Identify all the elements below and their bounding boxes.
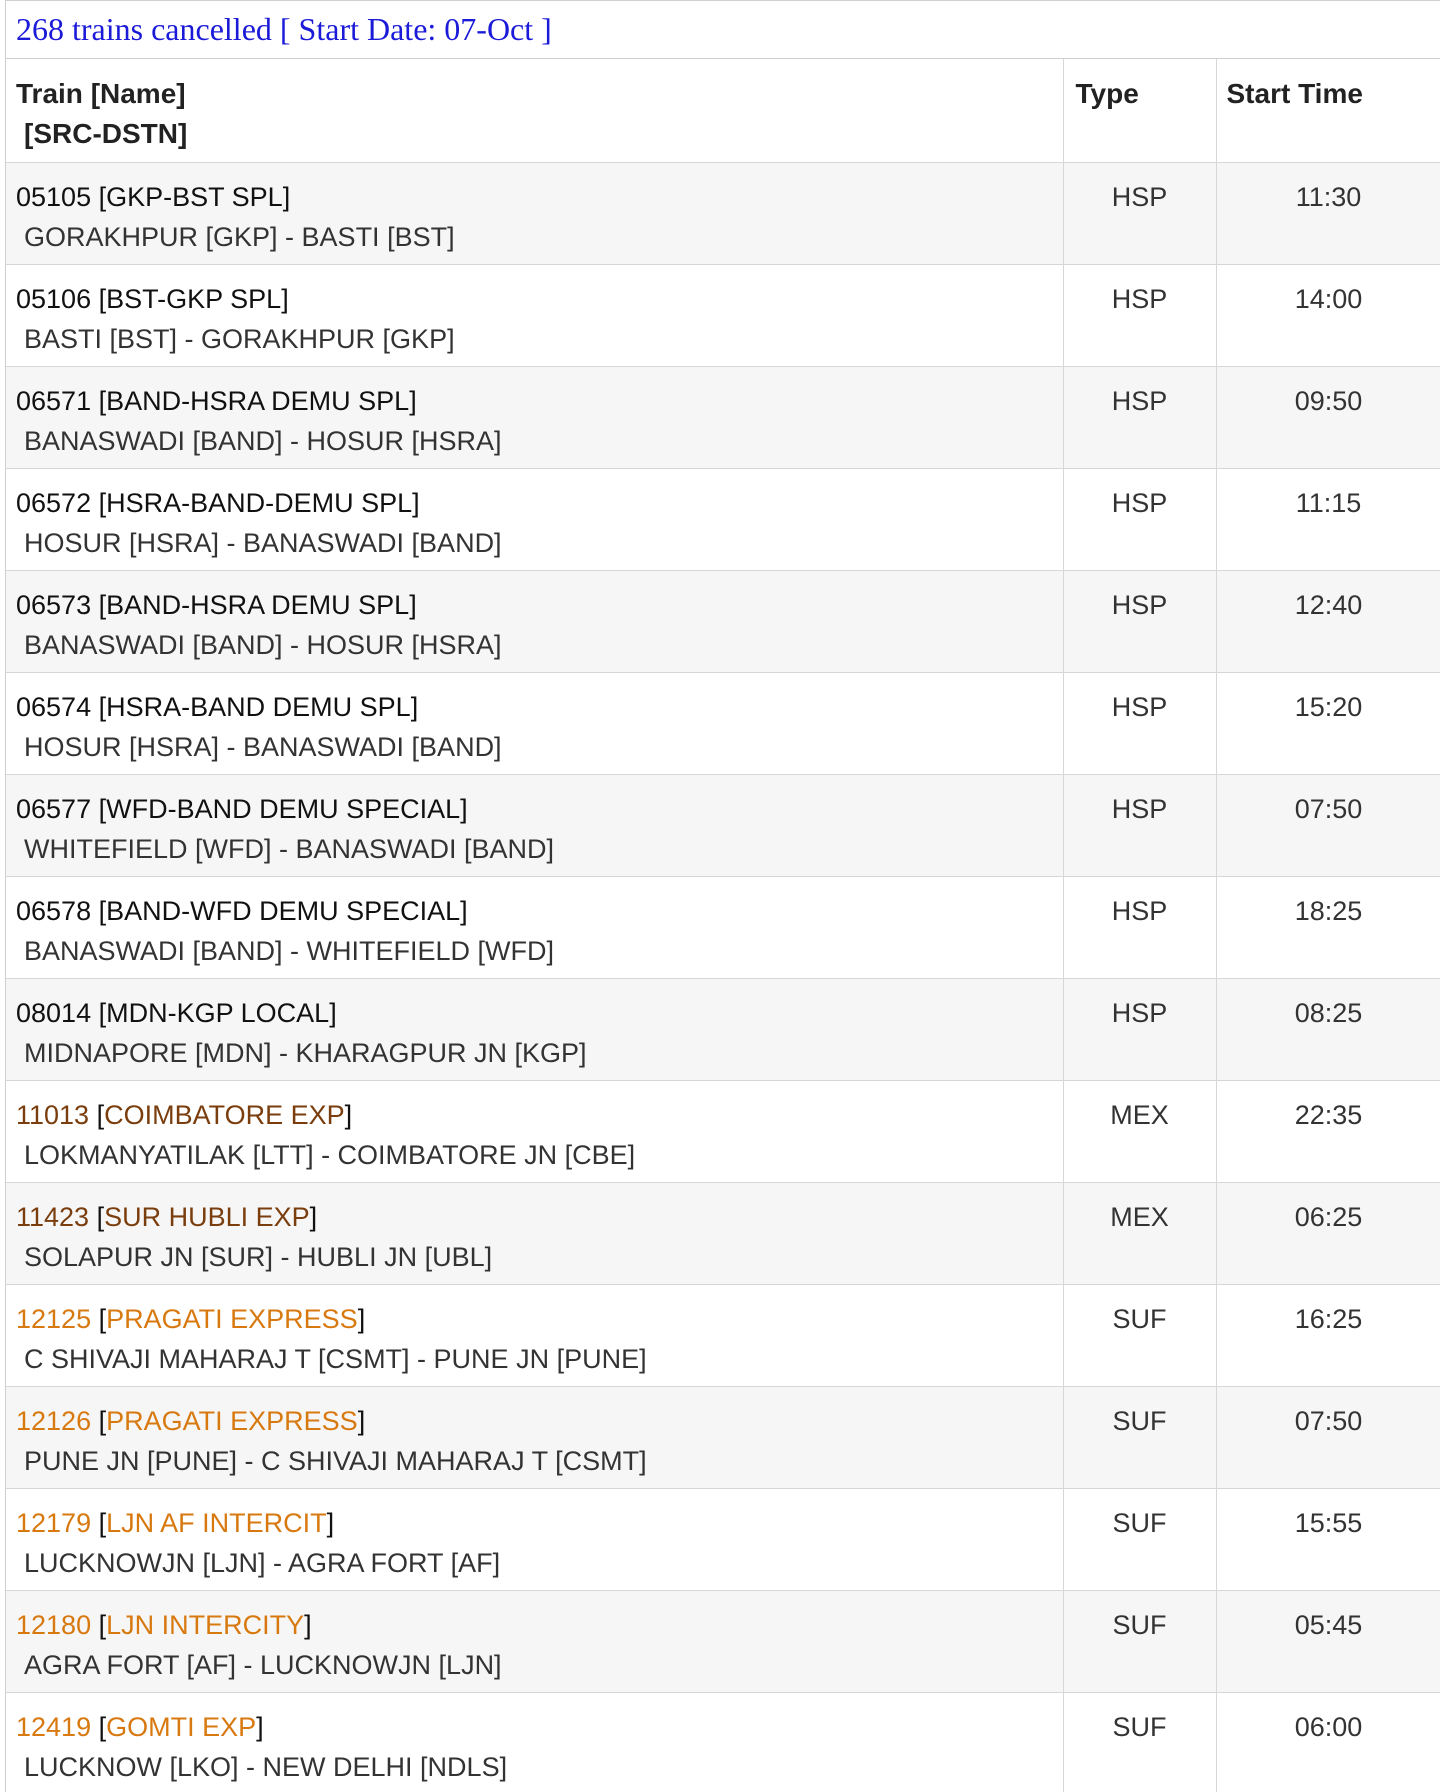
table-row[interactable] — [6, 162, 1440, 264]
train-start-time: 11:30 — [1295, 181, 1362, 212]
train-title — [16, 1197, 1063, 1237]
bracket-open: [ — [98, 283, 107, 314]
type-cell — [1063, 570, 1216, 672]
train-type: SUF — [1112, 1507, 1167, 1538]
column-header-start-time[interactable] — [1216, 59, 1440, 162]
train-cell — [6, 570, 1063, 672]
train-cell — [6, 672, 1063, 774]
train-cell — [6, 366, 1063, 468]
train-title — [16, 1095, 1063, 1135]
train-cell — [6, 468, 1063, 570]
bracket-close: ] — [329, 997, 337, 1028]
train-name-link[interactable]: GKP-BST SPL — [106, 181, 283, 212]
train-cell — [6, 1284, 1063, 1386]
start-time-cell — [1216, 570, 1440, 672]
start-time-cell — [1216, 1692, 1440, 1792]
bracket-open: [ — [98, 487, 107, 518]
train-start-time: 22:35 — [1294, 1099, 1363, 1130]
train-type: HSP — [1111, 385, 1168, 416]
train-route: MIDNAPORE [MDN] - KHARAGPUR JN [KGP] — [24, 1037, 587, 1068]
train-title — [16, 483, 1063, 523]
bracket-close: ] — [326, 1507, 335, 1538]
train-cell — [6, 1182, 1063, 1284]
train-title — [16, 381, 1063, 421]
table-row[interactable] — [6, 1590, 1440, 1692]
bracket-close: ] — [344, 1099, 353, 1130]
train-title — [16, 177, 1063, 217]
table-row[interactable] — [6, 876, 1440, 978]
train-name-link[interactable]: BAND-HSRA DEMU SPL — [106, 589, 410, 620]
train-start-time: 11:15 — [1295, 487, 1362, 518]
train-route: BASTI [BST] - GORAKHPUR [GKP] — [24, 323, 455, 354]
bracket-close: ] — [412, 487, 420, 518]
train-type: MEX — [1110, 1099, 1169, 1130]
train-type: SUF — [1112, 1609, 1167, 1640]
train-start-time: 18:25 — [1294, 895, 1363, 926]
train-number-link[interactable]: 06574 — [16, 691, 92, 722]
train-route: HOSUR [HSRA] - BANASWADI [BAND] — [24, 731, 502, 762]
table-row[interactable] — [6, 264, 1440, 366]
train-cell — [6, 264, 1063, 366]
column-header-src-dstn-label: [SRC-DSTN] — [24, 118, 188, 149]
train-type: HSP — [1111, 487, 1168, 518]
train-name-link[interactable]: SUR HUBLI EXP — [104, 1201, 310, 1232]
train-start-time: 12:40 — [1294, 589, 1363, 620]
train-title — [16, 687, 1063, 727]
start-time-cell — [1216, 1182, 1440, 1284]
cancelled-trains-panel — [5, 0, 1440, 1792]
bracket-close: ] — [357, 1303, 366, 1334]
column-header-type[interactable] — [1063, 59, 1216, 162]
train-type: HSP — [1111, 181, 1168, 212]
train-number-link[interactable]: 06578 — [16, 895, 92, 926]
train-route: BANASWADI [BAND] - HOSUR [HSRA] — [24, 425, 502, 456]
train-name-link[interactable]: COIMBATORE EXP — [104, 1099, 345, 1130]
train-type: HSP — [1111, 589, 1168, 620]
type-cell — [1063, 978, 1216, 1080]
type-cell — [1063, 1182, 1216, 1284]
type-cell — [1063, 162, 1216, 264]
train-number-link[interactable]: 05106 — [16, 283, 92, 314]
start-time-cell — [1216, 1284, 1440, 1386]
type-cell — [1063, 672, 1216, 774]
start-time-cell — [1216, 366, 1440, 468]
table-row[interactable] — [6, 1182, 1440, 1284]
train-number-link[interactable]: 11013 — [16, 1099, 90, 1130]
train-number-link[interactable]: 06577 — [16, 793, 92, 824]
type-cell — [1063, 876, 1216, 978]
train-route: LUCKNOWJN [LJN] - AGRA FORT [AF] — [24, 1547, 501, 1578]
bracket-open: [ — [98, 1303, 107, 1334]
table-row[interactable] — [6, 672, 1440, 774]
train-cell — [6, 774, 1063, 876]
bracket-close: ] — [409, 589, 417, 620]
train-cell — [6, 1590, 1063, 1692]
train-number-link[interactable]: 12180 — [16, 1609, 92, 1640]
bracket-open: [ — [98, 895, 107, 926]
start-time-cell — [1216, 468, 1440, 570]
train-name-link[interactable]: LJN AF INTERCIT — [106, 1507, 327, 1538]
train-start-time: 05:45 — [1294, 1609, 1363, 1640]
table-row[interactable] — [6, 1386, 1440, 1488]
train-number-link[interactable]: 06573 — [16, 589, 92, 620]
bracket-open: [ — [98, 793, 107, 824]
bracket-open: [ — [98, 1711, 107, 1742]
train-start-time: 14:00 — [1294, 283, 1363, 314]
type-cell — [1063, 468, 1216, 570]
train-cell — [6, 1080, 1063, 1182]
train-start-time: 07:50 — [1294, 793, 1363, 824]
train-route: WHITEFIELD [WFD] - BANASWADI [BAND] — [24, 833, 555, 864]
train-title — [16, 279, 1063, 319]
train-name-link[interactable]: BST-GKP SPL — [106, 283, 282, 314]
train-number-link[interactable]: 06572 — [16, 487, 92, 518]
train-number-link[interactable]: 05105 — [16, 181, 92, 212]
train-route: BANASWADI [BAND] - HOSUR [HSRA] — [24, 629, 502, 660]
start-time-cell — [1216, 978, 1440, 1080]
bracket-open: [ — [98, 1609, 107, 1640]
train-name-link[interactable]: GOMTI EXP — [106, 1711, 257, 1742]
table-row[interactable] — [6, 978, 1440, 1080]
train-cell — [6, 1386, 1063, 1488]
bracket-open: [ — [96, 1201, 105, 1232]
train-type: SUF — [1112, 1711, 1167, 1742]
column-header-train[interactable] — [6, 59, 1063, 162]
train-number-link[interactable]: 12125 — [16, 1303, 92, 1334]
start-time-cell — [1216, 1386, 1440, 1488]
train-number-link[interactable]: 12419 — [16, 1711, 92, 1742]
table-row[interactable] — [6, 1284, 1440, 1386]
bracket-open: [ — [98, 691, 107, 722]
train-type: HSP — [1111, 691, 1168, 722]
type-cell — [1063, 1590, 1216, 1692]
train-route: GORAKHPUR [GKP] - BASTI [BST] — [24, 221, 455, 252]
train-start-time: 15:55 — [1294, 1507, 1363, 1538]
bracket-open: [ — [96, 1099, 105, 1130]
train-start-time: 07:50 — [1294, 1405, 1363, 1436]
train-title — [16, 585, 1063, 625]
bracket-close: ] — [409, 385, 417, 416]
table-row[interactable] — [6, 468, 1440, 570]
bracket-close: ] — [304, 1609, 312, 1640]
train-cell — [6, 162, 1063, 264]
train-title — [16, 1707, 1063, 1747]
train-route: HOSUR [HSRA] - BANASWADI [BAND] — [24, 527, 502, 558]
bracket-close: ] — [256, 1711, 264, 1742]
train-name-link[interactable]: BAND-HSRA DEMU SPL — [106, 385, 410, 416]
train-type: HSP — [1111, 997, 1168, 1028]
table-row[interactable] — [6, 774, 1440, 876]
table-row[interactable] — [6, 570, 1440, 672]
page-title: 268 trains cancelled [ Start Date: 07-Oct ] — [6, 0, 1440, 59]
train-title — [16, 993, 1063, 1033]
column-header-start-time-label: Start Time — [1226, 78, 1363, 109]
bracket-open: [ — [98, 1405, 107, 1436]
train-title — [16, 789, 1063, 829]
train-name-link[interactable]: PRAGATI EXPRESS — [106, 1405, 358, 1436]
train-name-link[interactable]: HSRA-BAND-DEMU SPL — [106, 487, 413, 518]
column-header-type-label: Type — [1075, 78, 1139, 109]
bracket-close: ] — [282, 181, 291, 212]
bracket-open: [ — [98, 181, 107, 212]
train-number-link[interactable]: 11423 — [16, 1201, 90, 1232]
type-cell — [1063, 1284, 1216, 1386]
bracket-close: ] — [309, 1201, 318, 1232]
start-time-cell — [1216, 876, 1440, 978]
bracket-close: ] — [460, 895, 468, 926]
train-number-link[interactable]: 12126 — [16, 1405, 92, 1436]
start-time-cell — [1216, 774, 1440, 876]
table-row[interactable] — [6, 1080, 1440, 1182]
train-name-link[interactable]: BAND-WFD DEMU SPECIAL — [106, 895, 461, 926]
start-time-cell — [1216, 162, 1440, 264]
start-time-cell — [1216, 672, 1440, 774]
start-time-cell — [1216, 1590, 1440, 1692]
train-route: LUCKNOW [LKO] - NEW DELHI [NDLS] — [24, 1751, 508, 1782]
type-cell — [1063, 366, 1216, 468]
train-type: HSP — [1111, 283, 1168, 314]
bracket-close: ] — [410, 691, 419, 722]
table-row[interactable] — [6, 1488, 1440, 1590]
train-name-link[interactable]: WFD-BAND DEMU SPECIAL — [106, 793, 461, 824]
type-cell — [1063, 1692, 1216, 1792]
bracket-close: ] — [460, 793, 468, 824]
train-name-link[interactable]: MDN-KGP LOCAL — [106, 997, 330, 1028]
train-type: HSP — [1111, 793, 1168, 824]
train-name-link[interactable]: PRAGATI EXPRESS — [106, 1303, 358, 1334]
train-start-time: 16:25 — [1294, 1303, 1363, 1334]
start-time-cell — [1216, 264, 1440, 366]
train-start-time: 06:00 — [1294, 1711, 1363, 1742]
start-time-cell — [1216, 1488, 1440, 1590]
type-cell — [1063, 1386, 1216, 1488]
train-type: SUF — [1112, 1405, 1167, 1436]
train-cell — [6, 1692, 1063, 1792]
train-title — [16, 1401, 1063, 1441]
table-header-row — [6, 59, 1440, 162]
train-route: PUNE JN [PUNE] - C SHIVAJI MAHARAJ T [CSMT] — [24, 1445, 647, 1476]
train-start-time: 06:25 — [1294, 1201, 1363, 1232]
bracket-open: [ — [98, 1507, 107, 1538]
bracket-close: ] — [281, 283, 289, 314]
type-cell — [1063, 1080, 1216, 1182]
start-time-cell — [1216, 1080, 1440, 1182]
train-name-link[interactable]: HSRA-BAND DEMU SPL — [106, 691, 411, 722]
train-title — [16, 1503, 1063, 1543]
train-title — [16, 1299, 1063, 1339]
train-route: AGRA FORT [AF] - LUCKNOWJN [LJN] — [24, 1649, 502, 1680]
type-cell — [1063, 1488, 1216, 1590]
train-title — [16, 891, 1063, 931]
train-number-link[interactable]: 08014 — [16, 997, 92, 1028]
train-type: MEX — [1110, 1201, 1169, 1232]
train-start-time: 09:50 — [1294, 385, 1363, 416]
train-cell — [6, 1488, 1063, 1590]
train-number-link[interactable]: 06571 — [16, 385, 92, 416]
train-type: SUF — [1112, 1303, 1167, 1334]
train-name-link[interactable]: LJN INTERCITY — [106, 1609, 305, 1640]
train-start-time: 15:20 — [1294, 691, 1363, 722]
train-cell — [6, 978, 1063, 1080]
train-start-time: 08:25 — [1294, 997, 1363, 1028]
table-row[interactable] — [6, 1692, 1440, 1792]
bracket-open: [ — [98, 589, 107, 620]
train-route: SOLAPUR JN [SUR] - HUBLI JN [UBL] — [24, 1241, 493, 1272]
column-header-train-label: Train [Name] — [16, 78, 186, 109]
train-route: C SHIVAJI MAHARAJ T [CSMT] - PUNE JN [PUNE] — [24, 1343, 647, 1374]
train-title — [16, 1605, 1063, 1645]
cancelled-trains-table — [6, 59, 1440, 1792]
bracket-close: ] — [357, 1405, 366, 1436]
bracket-open: [ — [98, 997, 107, 1028]
table-row[interactable] — [6, 366, 1440, 468]
train-route: LOKMANYATILAK [LTT] - COIMBATORE JN [CBE] — [24, 1139, 636, 1170]
type-cell — [1063, 264, 1216, 366]
train-route: BANASWADI [BAND] - WHITEFIELD [WFD] — [24, 935, 555, 966]
train-type: HSP — [1111, 895, 1168, 926]
train-number-link[interactable]: 12179 — [16, 1507, 92, 1538]
type-cell — [1063, 774, 1216, 876]
bracket-open: [ — [98, 385, 107, 416]
train-cell — [6, 876, 1063, 978]
